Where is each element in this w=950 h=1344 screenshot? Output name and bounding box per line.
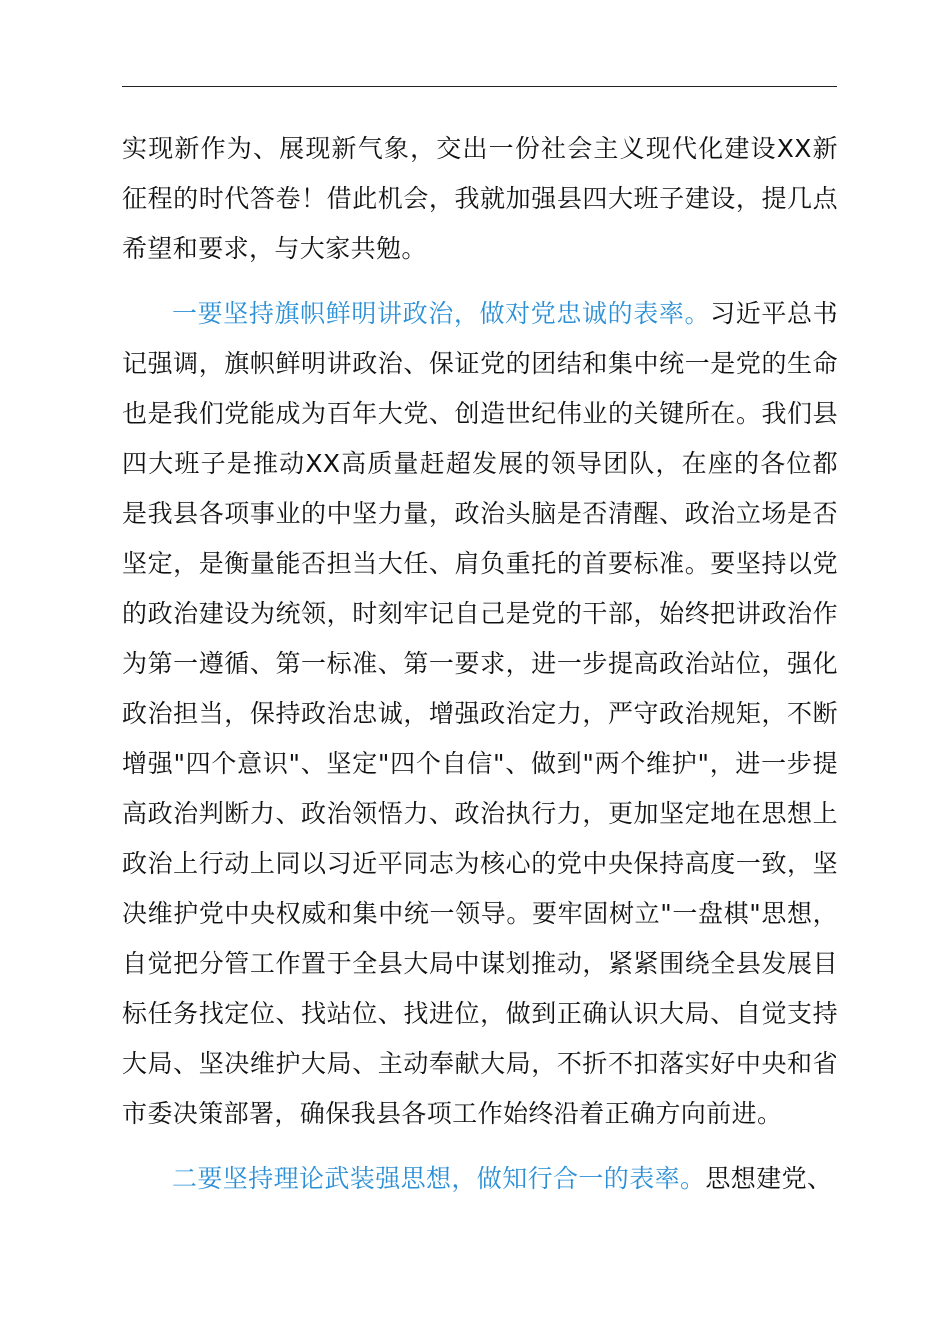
- section-heading: 一要坚持旗帜鲜明讲政治，做对党忠诚的表率。: [172, 299, 711, 328]
- document-body: [122, 124, 838, 1219]
- header-rule: [122, 86, 837, 87]
- paragraph-text: 实现新作为、展现新气象，交出一份社会主义现代化建设XX新征程的时代答卷！借此机会，我就加强县四大班子建设，提几点希望和要求，与大家共勉。: [122, 134, 838, 263]
- paragraph-intro: [122, 124, 838, 274]
- paragraph-section-one: [122, 289, 838, 1139]
- paragraph-text: 思想建党、: [705, 1164, 833, 1193]
- section-heading: 二要坚持理论武装强思想，做知行合一的表率。: [172, 1164, 706, 1193]
- paragraph-section-two: [122, 1154, 838, 1204]
- paragraph-text: 习近平总书记强调，旗帜鲜明讲政治、保证党的团结和集中统一是党的生命也是我们党能成为百年大党、创造世纪伟业的关键所在。我们县四大班子是推动XX高质量赶超发展的领导团队，在座的各位都是我县各项事业的中坚力量，政治头脑是否清醒、政治立场是否坚定，是衡量能否担当大任、肩负重托的首要标准。要坚持以党的政治建设为统领，时刻牢记自己是党的干部，始终把讲政治作为第一遵循、第一标准、第一要求，进一步提高政治站位，强化政治担当，保持政治忠诚，增强政治定力，严守政治规矩，不断增强"四个意识"、坚定"四个自信"、做到"两个维护"，进一步提高政治判断力、政治领悟力、政治执行力，更加坚定地在思想上政治上行动上同以习近平同志为核心的党中央保持高度一致，坚决维护党中央权威和集中统一领导。要牢固树立"一盘棋"思想，自觉把分管工作置于全县大局中谋划推动，紧紧围绕全县发展目标任务找定位、找站位、找进位，做到正确认识大局、自觉支持大局、坚决维护大局、主动奉献大局，不折不扣落实好中央和省市委决策部署，确保我县各项工作始终沿着正确方向前进。: [122, 299, 838, 1128]
